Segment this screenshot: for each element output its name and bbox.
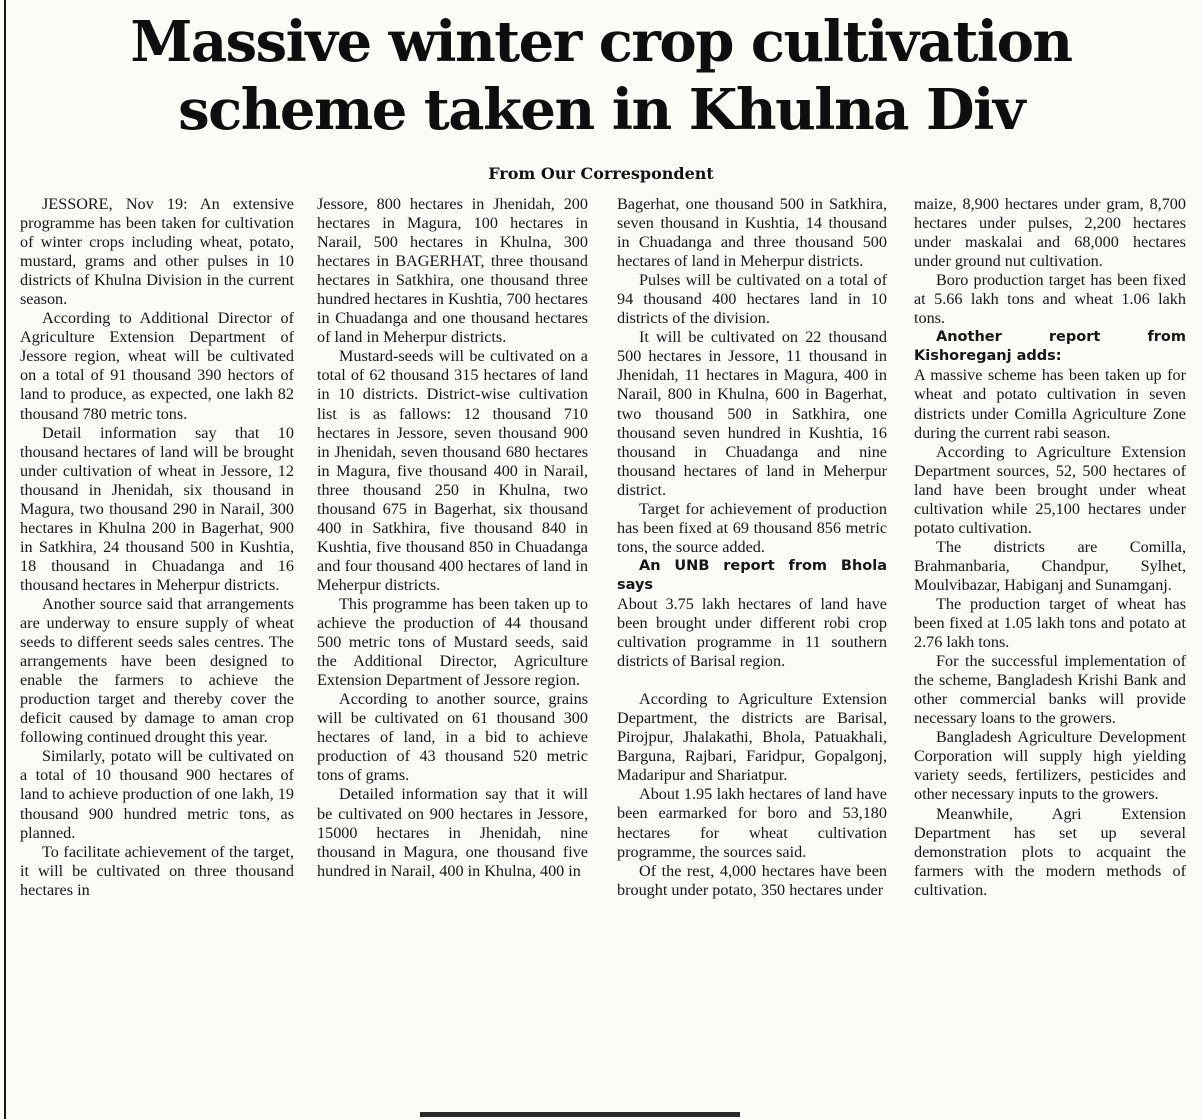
article-column-3: [617, 195, 887, 1115]
paragraph: Similarly, potato will be cultivated on a total of 10 thousand 900 hectares of land to achieve production of one lakh, 19 thousand 900 hundred metric tons, as planned.: [20, 747, 294, 842]
paragraph: Another source said that arrangements are underway to ensure supply of wheat seeds to different seeds sales centres. The arrangements have been designed to enable the farmers to achieve the production target and thereby cover the deficit caused by damage to aman crop following continued drought this year.: [20, 594, 294, 747]
paragraph: Bangladesh Agriculture Development Corporation will supply high yielding variety seeds, fertilizers, pesticides and other necessary inputs to the growers.: [914, 728, 1186, 804]
article-column-2: [317, 195, 588, 1115]
paragraph: According to another source, grains will be cultivated on 61 thousand 300 hectares of land, in a bid to achieve production of 43 thousand 520 metric tons of grams.: [317, 690, 588, 785]
paragraph: maize, 8,900 hectares under gram, 8,700 hectares under pulses, 2,200 hectares under maskalai and 68,000 hectares under ground nut cultivation.: [914, 195, 1186, 271]
paragraph: According to Agriculture Extension Department sources, 52, 500 hectares of land have been brought under wheat cultivation while 25,100 hectares under potato cultivation.: [914, 442, 1186, 537]
article-column-4: [914, 195, 1186, 1115]
paragraph: Pulses will be cultivated on a total of 94 thousand 400 hectares land in 10 districts of the division.: [617, 271, 887, 328]
bottom-edge-rule: [420, 1112, 740, 1117]
headline: [0, 8, 1202, 144]
headline-line-2: scheme taken in Khulna Div: [178, 77, 1024, 143]
paragraph: Detailed information say that it will be cultivated on 900 hectares in Jessore, 15000 hectares in Jhenidah, nine thousand in Magura, one thousand five hundred in Narail, 400 in Khulna, 400 in: [317, 785, 588, 880]
paragraph: According to Additional Director of Agriculture Extension Department of Jessore region, wheat will be cultivated on a total of 91 thousand 390 hectors of land to produce, as expected, one lakh 82 thousand 780 metric tons.: [20, 309, 294, 423]
paragraph: Detail information say that 10 thousand hectares of land will be brought under cultivation of wheat in Jessore, 12 thousand in Jhenidah, six thousand in Magura, two thousand 290 in Narail, 300 hectares in Khulna 200 in Bagerhat, 900 in Satkhira, 24 thousand 500 in Kushtia, 18 thousand in Chuadanga and 16 thousand hectares in Meherpur districts.: [20, 423, 294, 594]
paragraph: A massive scheme has been taken up for wheat and potato cultivation in seven districts under Comilla Agriculture Zone during the current rabi season.: [914, 366, 1186, 442]
paragraph: Meanwhile, Agri Extension Department has set up several demonstration plots to acquaint the farmers with the modern methods of cultivation.: [914, 804, 1186, 899]
subhead-kishoreganj: Another report from Kishoreganj adds:: [914, 329, 1186, 365]
paragraph: To facilitate achievement of the target, it will be cultivated on three thousand hectares in: [20, 842, 294, 899]
paragraph: About 3.75 lakh hectares of land have been brought under different robi crop cultivation programme in 11 southern districts of Barisal region.: [617, 594, 887, 671]
paragraph: This programme has been taken up to achieve the production of 44 thousand 500 metric tons of Mustard seeds, said the Additional Director, Agriculture Extension Department of Jessore region.: [317, 594, 588, 690]
paragraph: About 1.95 lakh hectares of land have been earmarked for boro and 53,180 hectares for wheat cultivation programme, the sources said.: [617, 785, 887, 861]
paragraph: Boro production target has been fixed at 5.66 lakh tons and wheat 1.06 lakh tons.: [914, 271, 1186, 328]
paragraph: Jessore, 800 hectares in Jhenidah, 200 hectares in Magura, 100 hectares in Narail, 500 hectares in Khulna, 300 hectares in BAGERHAT, three thousand hectares in Satkhira, one thousand three hundred hectares in Kushtia, 700 hectares in Chuadanga and one thousand hectares of land in Meherpur districts.: [317, 195, 588, 347]
paragraph: It will be cultivated on 22 thousand 500 hectares in Jessore, 11 thousand in Jhenidah, 11 hectares in Magura, 400 in Narail, 800 in Khulna, 600 in Bagerhat, two thousand 500 in Satkhira, one thousand seven hundred in Kushtia, 16 thousand in Chuadanga and nine thousand hectares of land in Meherpur district.: [617, 328, 887, 499]
paragraph: According to Agriculture Extension Department, the districts are Barisal, Pirojpur, Jhalakathi, Bhola, Patuakhali, Barguna, Rajbari, Faridpur, Gopalgonj, Madaripur and Shariatpur.: [617, 690, 887, 785]
byline: From Our Correspondent: [488, 164, 714, 183]
headline-line-1: Massive winter crop cultivation: [130, 9, 1072, 75]
article-column-1: [20, 195, 294, 1115]
paragraph: JESSORE, Nov 19: An extensive programme has been taken for cultivation of winter crops including wheat, potato, mustard, grams and other pulses in 10 districts of Khulna Division in the current season.: [20, 195, 294, 309]
subhead-bhola: An UNB report from Bhola says: [617, 557, 887, 593]
paragraph: For the successful implementation of the scheme, Bangladesh Krishi Bank and other commercial banks will provide necessary loans to the growers.: [914, 652, 1186, 728]
paragraph: The production target of wheat has been fixed at 1.05 lakh tons and potato at 2.76 lakh tons.: [914, 594, 1186, 652]
paragraph: Target for achievement of production has been fixed at 69 thousand 856 metric tons, the source added.: [617, 499, 887, 556]
paragraph: Of the rest, 4,000 hectares have been brought under potato, 350 hectares under: [617, 861, 887, 899]
paragraph: Mustard-seeds will be cultivated on a total of 62 thousand 315 hectares of land in 10 districts. District-wise cultivation list is as fallows: 12 thousand 710 hectares in Jessore, seven thousand 900 in Jhenidah, seven thousand 680 hectares in Magura, five thousand 400 in Narail, three thousand 250 in Khulna, two thousand 675 in Bagerhat, six thousand 400 in Satkhira, five thousand 840 in Kushtia, five thousand 850 in Chuadanga and four thousand 400 hectares of land in Meherpur districts.: [317, 347, 588, 594]
paragraph: Bagerhat, one thousand 500 in Satkhira, seven thousand in Kushtia, 14 thousand in Chuadanga and three thousand 500 hectares of land in Meherpur districts.: [617, 195, 887, 271]
paragraph: The districts are Comilla, Brahmanbaria, Chandpur, Sylhet, Moulvibazar, Habiganj and Sunamganj.: [914, 537, 1186, 594]
